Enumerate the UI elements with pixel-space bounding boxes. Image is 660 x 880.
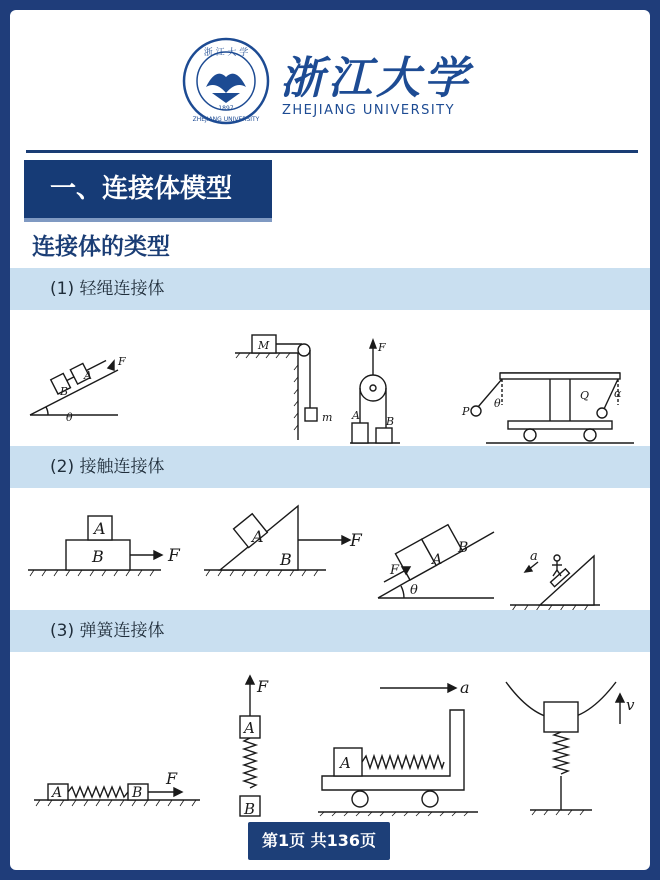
section-subtitle: 连接体的类型 bbox=[32, 234, 170, 260]
label-alpha: α bbox=[614, 387, 622, 400]
label-f-2: F bbox=[378, 341, 386, 354]
label-a-9: A bbox=[340, 754, 351, 772]
rope-connection-figures bbox=[30, 315, 650, 445]
label-a-3: A bbox=[94, 519, 106, 538]
label-M: M bbox=[258, 339, 270, 352]
group-label-contact: (2) 接触连接体 bbox=[10, 446, 650, 488]
bowl-spring-figure bbox=[506, 682, 624, 815]
university-name-en: ZHEJIANG UNIVERSITY bbox=[282, 103, 456, 118]
section-title: 一、连接体模型 bbox=[24, 160, 272, 218]
university-seal-icon bbox=[182, 37, 270, 125]
label-a-7: A bbox=[52, 785, 63, 801]
svg-text:1897: 1897 bbox=[218, 105, 234, 112]
wedge-block-figure bbox=[204, 506, 350, 576]
spring-connection-figures bbox=[30, 666, 635, 818]
label-b-3: B bbox=[92, 547, 104, 566]
label-theta-3: θ bbox=[410, 583, 418, 598]
header bbox=[10, 10, 650, 155]
label-a-4: A bbox=[252, 527, 264, 546]
label-f-3: F bbox=[168, 546, 180, 566]
label-f-5: F bbox=[390, 563, 400, 578]
label-b-1: B bbox=[60, 385, 69, 398]
label-theta-2: θ bbox=[494, 397, 501, 410]
cart-spring-figure bbox=[318, 684, 478, 816]
label-f-8: F bbox=[257, 677, 269, 696]
document-page bbox=[10, 10, 650, 870]
svg-text:浙 江 大 学: 浙 江 大 学 bbox=[203, 48, 249, 58]
label-Q: Q bbox=[580, 389, 590, 402]
svg-text:ZHEJIANG UNIVERSITY: ZHEJIANG UNIVERSITY bbox=[192, 116, 260, 123]
label-b-4: B bbox=[280, 550, 292, 569]
university-name-cn: 浙江大学 bbox=[280, 53, 472, 104]
label-b-7: B bbox=[132, 785, 143, 801]
label-b-5: B bbox=[458, 540, 469, 556]
label-a-8: A bbox=[244, 719, 255, 737]
label-acc: a bbox=[460, 678, 470, 697]
table-pulley-figure bbox=[235, 335, 317, 440]
label-m: m bbox=[322, 411, 333, 424]
label-b-2: B bbox=[386, 415, 395, 428]
label-a-1: A bbox=[84, 369, 92, 382]
page-indicator: 第1页 共136页 bbox=[248, 822, 390, 860]
vertical-spring-figure bbox=[240, 676, 260, 816]
label-theta-1: θ bbox=[66, 411, 73, 424]
group-label-spring: (3) 弹簧连接体 bbox=[10, 610, 650, 652]
label-P: P bbox=[462, 405, 470, 418]
person-incline-figure bbox=[510, 555, 600, 611]
header-divider bbox=[26, 150, 638, 153]
label-b-8: B bbox=[244, 800, 256, 818]
label-a-2: A bbox=[352, 409, 360, 422]
label-a-5: A bbox=[432, 552, 443, 568]
label-f-4: F bbox=[350, 531, 362, 551]
label-a-6: a bbox=[530, 549, 538, 564]
label-f-1: F bbox=[118, 355, 126, 368]
label-f-7: F bbox=[166, 769, 178, 788]
group-label-rope: (1) 轻绳连接体 bbox=[10, 268, 650, 310]
contact-connection-figures bbox=[26, 500, 636, 610]
incline-figure bbox=[30, 353, 118, 415]
label-v: v bbox=[626, 696, 635, 714]
